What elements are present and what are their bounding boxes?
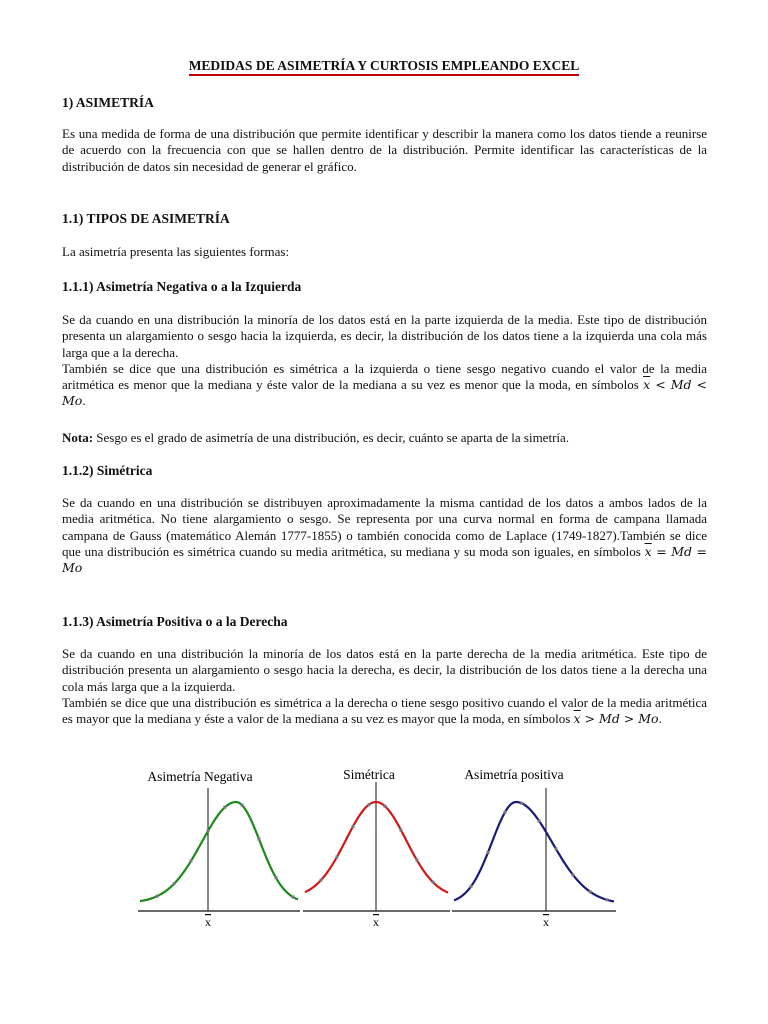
nota-paragraph: Nota: Sesgo es el grado de asimetría de una distribución, es decir, cuánto se aparta de la simetría.	[62, 430, 570, 445]
formula-negativa: $\overline{x} < Md < Mo$	[62, 377, 708, 409]
panel-simetrica	[303, 767, 450, 929]
document-title: MEDIDAS DE ASIMETRÍA Y CURTOSIS EMPLEANDO EXCEL	[0, 58, 768, 74]
ticks-negativa	[156, 804, 295, 899]
curve-marker	[521, 802, 524, 805]
curve-marker	[400, 829, 403, 832]
curve-marker	[416, 859, 419, 862]
xbar-label-positiva: x	[543, 915, 549, 929]
curve-marker	[538, 819, 541, 822]
curve-marker	[384, 805, 387, 808]
negativa-description: Se da cuando en una distribución la minoría de los datos está en la parte izquierda de la media. Este tipo de distribución presenta un alargamiento o sesgo hacia la izquierda, es decir, la distribución de los datos tiene a la izquierda una cola más larga que a la derecha.	[62, 312, 707, 360]
paragraph-intro-tipos: La asimetría presenta las siguientes formas:	[62, 244, 290, 259]
skewness-curves-svg	[138, 758, 718, 938]
curve-marker	[487, 851, 490, 854]
positiva-symbol-sentence: También se dice que una distribución es simétrica a la derecha o tiene sesgo positivo cuando el valor de la media aritmética es mayor que la mediana y éste a valor de la mediana a su vez es mayor que la moda, en símbolos $\overline{x} > Md > Mo$.	[62, 694, 707, 727]
heading-asimetria-negativa: 1.1.1) Asimetría Negativa o a la Izquierda	[62, 279, 302, 294]
curve-marker	[589, 890, 592, 893]
formula-simetrica: $\overline{x} = Md = Mo$	[62, 543, 708, 576]
curve-marker	[292, 896, 295, 899]
title-negativa: Asimetría Negativa	[147, 769, 253, 784]
curve-marker	[432, 881, 435, 884]
curve-marker	[555, 848, 558, 851]
curve-marker	[572, 873, 575, 876]
curve-marker	[156, 895, 159, 898]
nota-label: Nota:	[62, 430, 94, 445]
curve-marker	[352, 825, 355, 828]
curve-marker	[190, 859, 193, 862]
heading-asimetria: 1) ASIMETRÍA	[62, 95, 154, 110]
curve-marker	[258, 838, 261, 841]
curve-marker	[368, 803, 371, 806]
panel-positiva	[452, 767, 616, 929]
xbar-label-negativa: x	[205, 915, 211, 929]
skewness-figure	[138, 758, 718, 938]
xbar-label-simetrica: x	[373, 915, 379, 929]
curve-marker	[173, 882, 176, 885]
heading-simetrica: 1.1.2) Simétrica	[62, 463, 153, 478]
curve-marker	[504, 811, 507, 814]
paragraph-asimetria-negativa	[62, 312, 707, 410]
paragraph-asimetria-positiva	[62, 646, 707, 727]
curve-marker	[275, 876, 278, 879]
heading-tipos-asimetria: 1.1) TIPOS DE ASIMETRÍA	[62, 211, 230, 226]
curve-marker	[606, 898, 609, 901]
curve-marker	[224, 806, 227, 809]
ticks-positiva	[470, 802, 609, 901]
curve-negativa	[140, 802, 298, 901]
curve-marker	[320, 879, 323, 882]
curve-positiva	[454, 802, 614, 902]
curve-marker	[207, 830, 210, 833]
heading-asimetria-positiva: 1.1.3) Asimetría Positiva o a la Derecha	[62, 614, 288, 629]
title-positiva: Asimetría positiva	[464, 767, 564, 782]
curve-marker	[241, 804, 244, 807]
curve-marker	[470, 885, 473, 888]
curve-marker	[336, 855, 339, 858]
negativa-symbol-sentence: También se dice que una distribución es simétrica a la izquierda o tiene sesgo negativo cuando el valor de la media aritmética es menor que la mediana y éste valor de la mediana a su vez es menor que la moda, en símbolos $\overline{x} < Md < Mo$.	[62, 360, 708, 409]
formula-positiva: $\overline{x} > Md > Mo$	[573, 711, 659, 727]
positiva-description: Se da cuando en una distribución la minoría de los datos está en la parte derecha de la media aritmética. Este tipo de distribución presenta un alargamiento o sesgo hacia la derecha, es decir, la distribución de los datos tiene a la derecha una cola más larga que a la izquierda.	[62, 646, 707, 694]
paragraph-simetrica: Se da cuando en una distribución se distribuyen aproximadamente la misma cantidad de los datos a ambos lados de la media aritmética. No tiene alargamiento o sesgo. Se representa por una curva normal en forma de campana llamada campana de Gauss (matemático Alemán 1777-1855) o también conocida como de Laplace (1749-1827).También se dice que una distribución es simétrica cuando su media aritmética, su mediana y su moda son iguales, en símbolos $\overline{x} = Md = Mo$	[62, 495, 708, 576]
title-simetrica: Simétrica	[343, 767, 395, 782]
paragraph-asimetria: Es una medida de forma de una distribución que permite identificar y describir la manera como los datos tiende a reunirse de acuerdo con la frecuencia con que se hallen dentro de la distribución. Permite identificar las características de la distribución de datos sin necesidad de generar el gráfico.	[62, 126, 707, 174]
ticks-simetrica	[320, 803, 435, 884]
panel-negativa	[138, 769, 300, 929]
